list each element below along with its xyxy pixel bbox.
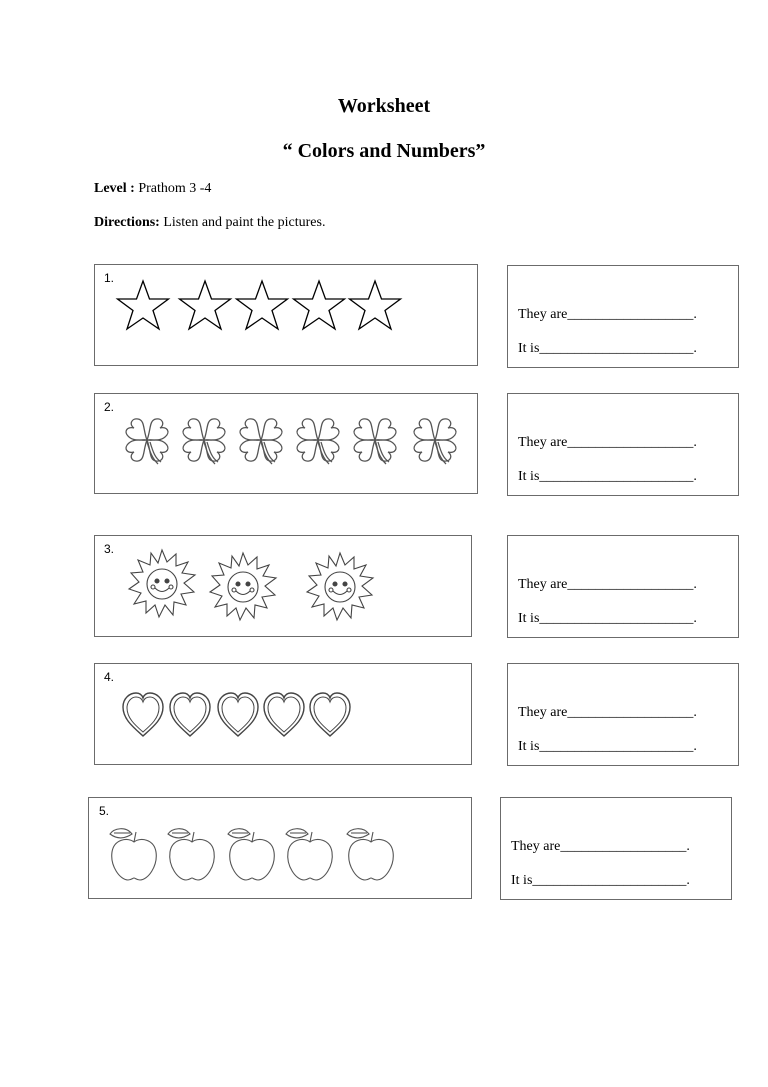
suns-row bbox=[95, 536, 473, 638]
stars-row bbox=[95, 265, 479, 367]
item-number: 1. bbox=[104, 271, 115, 285]
answer-box-4 bbox=[507, 663, 739, 766]
clovers-row bbox=[95, 394, 479, 495]
item-number: 2. bbox=[104, 400, 115, 414]
level-label: Level : bbox=[94, 181, 135, 196]
directions-label: Directions: bbox=[94, 215, 160, 230]
hearts-row bbox=[95, 664, 473, 766]
heart-icon[interactable] bbox=[310, 693, 350, 736]
level-value: Prathom 3 -4 bbox=[138, 181, 212, 196]
they-are-line[interactable]: They are__________________. bbox=[518, 435, 697, 450]
level-line bbox=[94, 181, 211, 197]
answer-box-5 bbox=[500, 797, 732, 900]
star-icon[interactable] bbox=[118, 281, 169, 329]
picture-box-2 bbox=[94, 393, 478, 494]
answer-box-3 bbox=[507, 535, 739, 638]
answer-box-1 bbox=[507, 265, 739, 368]
star-icon[interactable] bbox=[180, 281, 231, 329]
item-number: 5. bbox=[99, 804, 110, 818]
sun-icon[interactable] bbox=[210, 553, 276, 620]
it-is-line[interactable]: It is______________________. bbox=[518, 341, 697, 356]
clover-icon[interactable] bbox=[240, 419, 282, 464]
it-is-line[interactable]: It is______________________. bbox=[511, 873, 690, 888]
clover-icon[interactable] bbox=[183, 419, 225, 464]
apple-icon[interactable] bbox=[228, 829, 274, 880]
star-icon[interactable] bbox=[294, 281, 345, 329]
star-icon[interactable] bbox=[237, 281, 288, 329]
directions-value: Listen and paint the pictures. bbox=[163, 215, 326, 230]
heart-icon[interactable] bbox=[264, 693, 304, 736]
apples-row bbox=[89, 798, 473, 900]
clover-icon[interactable] bbox=[126, 419, 168, 464]
they-are-line[interactable]: They are__________________. bbox=[518, 705, 697, 720]
apple-icon[interactable] bbox=[110, 829, 156, 880]
directions-line bbox=[94, 215, 325, 231]
picture-box-3 bbox=[94, 535, 472, 637]
picture-box-5 bbox=[88, 797, 472, 899]
heart-icon[interactable] bbox=[170, 693, 210, 736]
clover-icon[interactable] bbox=[354, 419, 396, 464]
worksheet-title: Worksheet bbox=[337, 95, 431, 117]
star-icon[interactable] bbox=[350, 281, 401, 329]
it-is-line[interactable]: It is______________________. bbox=[518, 739, 697, 754]
answer-box-2 bbox=[507, 393, 739, 496]
heart-icon[interactable] bbox=[218, 693, 258, 736]
apple-icon[interactable] bbox=[168, 829, 214, 880]
it-is-line[interactable]: It is______________________. bbox=[518, 611, 697, 626]
apple-icon[interactable] bbox=[286, 829, 332, 880]
clover-icon[interactable] bbox=[414, 419, 456, 464]
apple-icon[interactable] bbox=[347, 829, 393, 880]
item-number: 3. bbox=[104, 542, 115, 556]
they-are-line[interactable]: They are__________________. bbox=[518, 577, 697, 592]
clover-icon[interactable] bbox=[297, 419, 339, 464]
sun-icon[interactable] bbox=[129, 550, 195, 617]
item-number: 4. bbox=[104, 670, 115, 684]
they-are-line[interactable]: They are__________________. bbox=[518, 307, 697, 322]
sun-icon[interactable] bbox=[307, 553, 373, 620]
picture-box-1 bbox=[94, 264, 478, 366]
heart-icon[interactable] bbox=[123, 693, 163, 736]
worksheet-subtitle: “ Colors and Numbers” bbox=[282, 140, 486, 162]
it-is-line[interactable]: It is______________________. bbox=[518, 469, 697, 484]
picture-box-4 bbox=[94, 663, 472, 765]
they-are-line[interactable]: They are__________________. bbox=[511, 839, 690, 854]
